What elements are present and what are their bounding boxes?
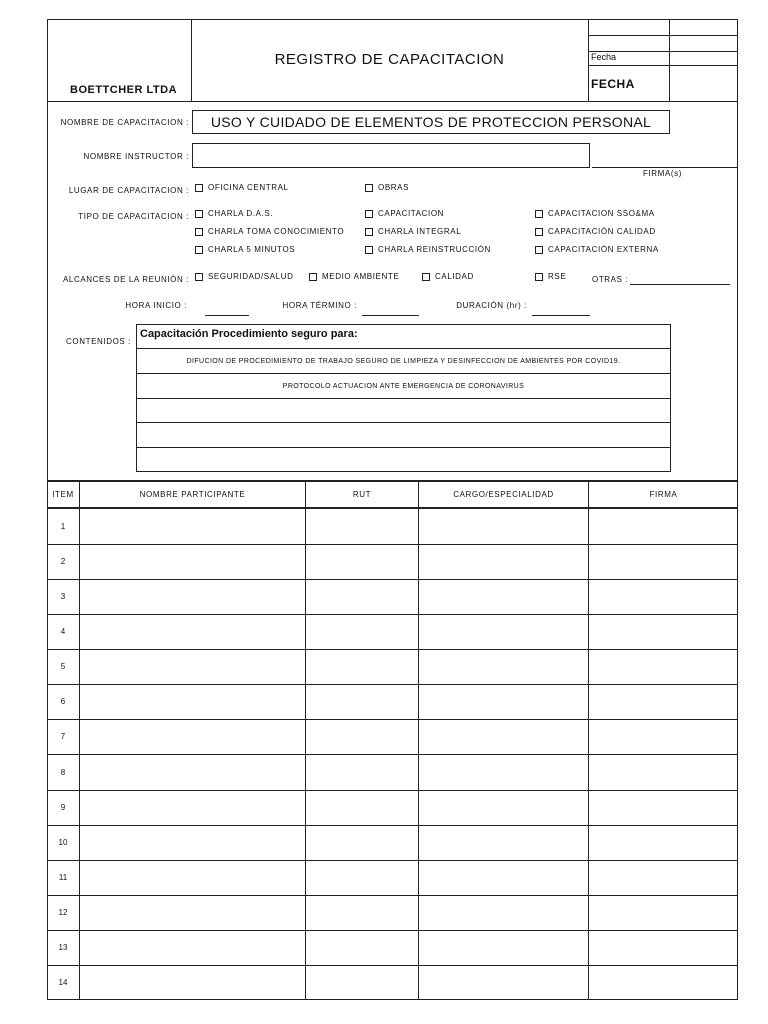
table-cell-nombre[interactable] <box>80 860 305 895</box>
lugar-option-obras[interactable]: OBRAS <box>365 183 409 192</box>
checkbox[interactable] <box>422 273 430 281</box>
table-row-number: 14 <box>58 977 68 987</box>
tipo-option-charla-5-minutos[interactable]: CHARLA 5 MINUTOS <box>195 245 295 254</box>
table-cell-firma[interactable] <box>589 895 738 930</box>
tipo-option-charla-reinstruccion[interactable]: CHARLA REINSTRUCCIÓN <box>365 245 491 254</box>
table-cell-nombre[interactable] <box>80 614 305 649</box>
header-firma: FIRMA <box>649 490 678 499</box>
lugar-option-oficina[interactable]: OFICINA CENTRAL <box>195 183 289 192</box>
table-cell-rut[interactable] <box>306 895 418 930</box>
table-cell-nombre[interactable] <box>80 825 305 860</box>
table-cell-cargo[interactable] <box>419 509 588 544</box>
lugar-label: LUGAR DE CAPACITACION : <box>68 186 189 195</box>
table-cell-nombre[interactable] <box>80 684 305 719</box>
table-cell-rut[interactable] <box>306 579 418 614</box>
table-cell-cargo[interactable] <box>419 860 588 895</box>
table-cell-cargo[interactable] <box>419 579 588 614</box>
table-cell-cargo[interactable] <box>419 719 588 754</box>
table-row-number: 8 <box>60 767 66 777</box>
table-cell-firma[interactable] <box>589 719 738 754</box>
date-grid-line-1 <box>588 35 738 36</box>
table-cell-nombre[interactable] <box>80 719 305 754</box>
tipo-option-charla-das[interactable]: CHARLA D.A.S. <box>195 209 273 218</box>
tipo-option-charla-toma-conocimiento[interactable]: CHARLA TOMA CONOCIMIENTO <box>195 227 344 236</box>
table-cell-nombre[interactable] <box>80 509 305 544</box>
table-cell-firma[interactable] <box>589 579 738 614</box>
table-cell-cargo[interactable] <box>419 684 588 719</box>
table-cell-rut[interactable] <box>306 719 418 754</box>
header-divider-right <box>588 19 589 101</box>
table-cell-cargo[interactable] <box>419 649 588 684</box>
table-cell-nombre[interactable] <box>80 965 305 1000</box>
alcances-label: ALCANCES DE LA REUNIÓN : <box>63 275 189 284</box>
table-cell-cargo[interactable] <box>419 895 588 930</box>
table-cell-nombre[interactable] <box>80 790 305 825</box>
checkbox[interactable] <box>535 228 543 236</box>
table-cell-cargo[interactable] <box>419 754 588 789</box>
table-cell-cargo[interactable] <box>419 790 588 825</box>
otras-label: OTRAS : <box>592 275 629 284</box>
alcance-option-medio-ambiente[interactable]: MEDIO AMBIENTE <box>309 272 399 281</box>
table-cell-firma[interactable] <box>589 790 738 825</box>
checkbox[interactable] <box>535 273 543 281</box>
table-row-number: 4 <box>60 627 66 637</box>
otras-field-line[interactable] <box>630 284 730 285</box>
fecha-label: FECHA <box>591 77 635 91</box>
checkbox[interactable] <box>195 273 203 281</box>
table-cell-firma[interactable] <box>589 614 738 649</box>
duracion-field-line[interactable] <box>532 315 590 316</box>
header-bottom-line <box>47 101 738 102</box>
table-cell-cargo[interactable] <box>419 825 588 860</box>
nombre-capacitacion-label: NOMBRE DE CAPACITACION : <box>60 118 189 127</box>
table-row-number: 1 <box>60 522 66 532</box>
table-cell-cargo[interactable] <box>419 965 588 1000</box>
table-cell-cargo[interactable] <box>419 930 588 965</box>
table-cell-firma[interactable] <box>589 544 738 579</box>
hora-inicio-field-line[interactable] <box>205 315 249 316</box>
table-cell-rut[interactable] <box>306 825 418 860</box>
table-row-number: 7 <box>60 732 66 742</box>
table-cell-firma[interactable] <box>589 930 738 965</box>
contenido-item-2[interactable]: PROTOCOLO ACTUACION ANTE EMERGENCIA DE CORONAVIRUS <box>282 382 525 390</box>
fecha-value-cell[interactable] <box>670 66 737 100</box>
table-cell-firma[interactable] <box>589 509 738 544</box>
checkbox[interactable] <box>309 273 317 281</box>
checkbox[interactable] <box>195 246 203 254</box>
table-cell-rut[interactable] <box>306 790 418 825</box>
checkbox[interactable] <box>535 246 543 254</box>
checkbox[interactable] <box>195 228 203 236</box>
contenidos-title: Capacitación Procedimiento seguro para: <box>140 328 358 340</box>
nombre-capacitacion-field[interactable]: USO Y CUIDADO DE ELEMENTOS DE PROTECCION PERSONAL <box>192 110 670 134</box>
header-cargo-especialidad: CARGO/ESPECIALIDAD <box>453 490 554 499</box>
nombre-instructor-field[interactable] <box>192 143 590 168</box>
table-cell-nombre[interactable] <box>80 754 305 789</box>
table-cell-firma[interactable] <box>589 825 738 860</box>
alcance-option-rse[interactable]: RSE <box>535 272 566 281</box>
alcance-option-calidad[interactable]: CALIDAD <box>422 272 474 281</box>
contenido-item-1[interactable]: DIFUCION DE PROCEDIMIENTO DE TRABAJO SEGURO DE LIMPIEZA Y DESINFECCION DE AMBIENTES POR COVID19. <box>186 357 621 365</box>
company-name: BOETTCHER LTDA <box>70 84 178 96</box>
table-cell-rut[interactable] <box>306 614 418 649</box>
checkbox[interactable] <box>365 246 373 254</box>
table-row-number: 11 <box>58 872 68 882</box>
checkbox[interactable] <box>365 210 373 218</box>
table-row-number: 5 <box>60 662 66 672</box>
table-cell-rut[interactable] <box>306 649 418 684</box>
table-row-number: 9 <box>60 802 66 812</box>
duracion-label: DURACIÓN (hr) : <box>456 301 527 310</box>
table-cell-nombre[interactable] <box>80 895 305 930</box>
table-cell-nombre[interactable] <box>80 649 305 684</box>
alcance-option-seguridad-salud[interactable]: SEGURIDAD/SALUD <box>195 272 293 281</box>
contenido-item-4[interactable] <box>136 423 671 447</box>
tipo-option-capacitacion-ssoma[interactable]: CAPACITACION SSO&MA <box>535 209 655 218</box>
nombre-instructor-label: NOMBRE INSTRUCTOR : <box>83 152 189 161</box>
table-cell-rut[interactable] <box>306 684 418 719</box>
checkbox[interactable] <box>195 210 203 218</box>
hora-termino-label: HORA TÉRMINO : <box>282 301 357 310</box>
table-row-number: 12 <box>58 907 68 917</box>
contenido-item-3[interactable] <box>136 399 671 422</box>
header-nombre-participante: NOMBRE PARTICIPANTE <box>139 490 246 499</box>
tipo-option-capacitacion-calidad[interactable]: CAPACITACIÓN CALIDAD <box>535 227 656 236</box>
tipo-label: TIPO DE CAPACITACION : <box>78 212 189 221</box>
checkbox[interactable] <box>535 210 543 218</box>
checkbox[interactable] <box>365 228 373 236</box>
table-cell-nombre[interactable] <box>80 579 305 614</box>
table-row-number: 3 <box>60 592 66 602</box>
contenido-item-5[interactable] <box>136 448 671 471</box>
table-cell-cargo[interactable] <box>419 544 588 579</box>
table-row-number: 2 <box>60 557 66 567</box>
table-cell-nombre[interactable] <box>80 544 305 579</box>
table-row-number: 10 <box>58 837 68 847</box>
header-item: ITEM <box>52 490 74 499</box>
table-cell-rut[interactable] <box>306 930 418 965</box>
table-cell-firma[interactable] <box>589 860 738 895</box>
contenidos-label: CONTENIDOS : <box>66 337 131 346</box>
form-title: REGISTRO DE CAPACITACION <box>274 50 505 68</box>
firma-instructor-line[interactable] <box>592 167 738 168</box>
table-row-number: 13 <box>58 942 68 952</box>
tipo-option-charla-integral[interactable]: CHARLA INTEGRAL <box>365 227 461 236</box>
table-cell-rut[interactable] <box>306 544 418 579</box>
table-cell-firma[interactable] <box>589 684 738 719</box>
table-cell-rut[interactable] <box>306 860 418 895</box>
hora-termino-field-line[interactable] <box>362 315 419 316</box>
firma-label: FIRMA(s) <box>643 169 683 178</box>
table-cell-rut[interactable] <box>306 509 418 544</box>
tipo-option-capacitacion[interactable]: CAPACITACION <box>365 209 444 218</box>
table-cell-firma[interactable] <box>589 965 738 1000</box>
table-cell-firma[interactable] <box>589 649 738 684</box>
header-rut: RUT <box>352 490 372 499</box>
tipo-option-capacitacion-externa[interactable]: CAPACITACIÓN EXTERNA <box>535 245 659 254</box>
table-cell-rut[interactable] <box>306 965 418 1000</box>
table-cell-rut[interactable] <box>306 754 418 789</box>
checkbox[interactable] <box>365 184 373 192</box>
table-row-number: 6 <box>60 697 66 707</box>
fecha-small-label: Fecha <box>591 52 617 62</box>
table-cell-cargo[interactable] <box>419 614 588 649</box>
table-cell-firma[interactable] <box>589 754 738 789</box>
checkbox[interactable] <box>195 184 203 192</box>
hora-inicio-label: HORA INICIO : <box>125 301 187 310</box>
table-cell-nombre[interactable] <box>80 930 305 965</box>
